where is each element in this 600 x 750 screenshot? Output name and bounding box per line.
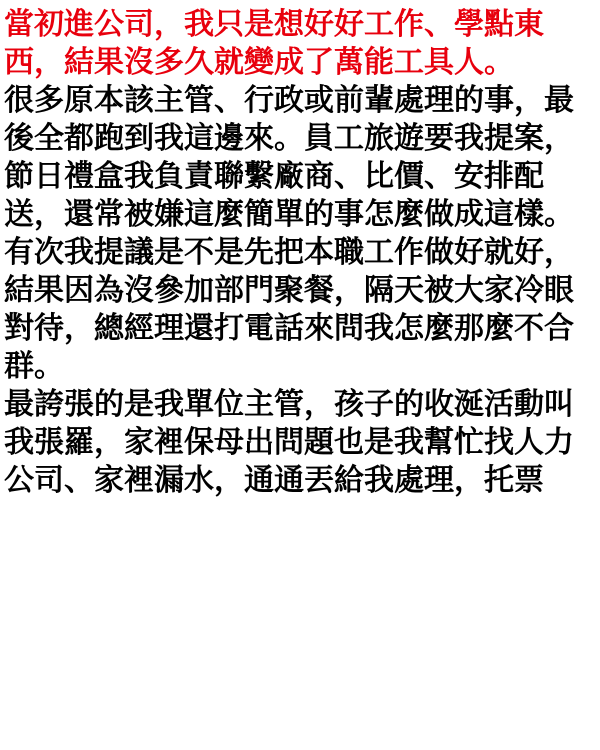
paragraph-body-1: 很多原本該主管、行政或前輩處理的事，最後全都跑到我這邊來。員工旅遊要我提案，節日禮盒我負責聯繫廠商、比價、安排配送，還常被嫌這麼簡單的事怎麼做成這樣。 xyxy=(4,83,574,232)
paragraph-body-2: 有次我提議是不是先把本職工作做好就好，結果因為沒參加部門聚餐，隔天被大家冷眼對待，總經理還打電話來問我怎麼那麼不合群。 xyxy=(4,235,574,384)
paragraph-highlight: 當初進公司，我只是想好好工作、學點東西，結果沒多久就變成了萬能工具人。 xyxy=(4,7,544,80)
paragraph-body-3: 最誇張的是我單位主管，孩子的收涎活動叫我張羅，家裡保母出問題也是我幫忙找人力公司、家裡漏水，通通丟給我處理，托票 xyxy=(4,387,574,498)
